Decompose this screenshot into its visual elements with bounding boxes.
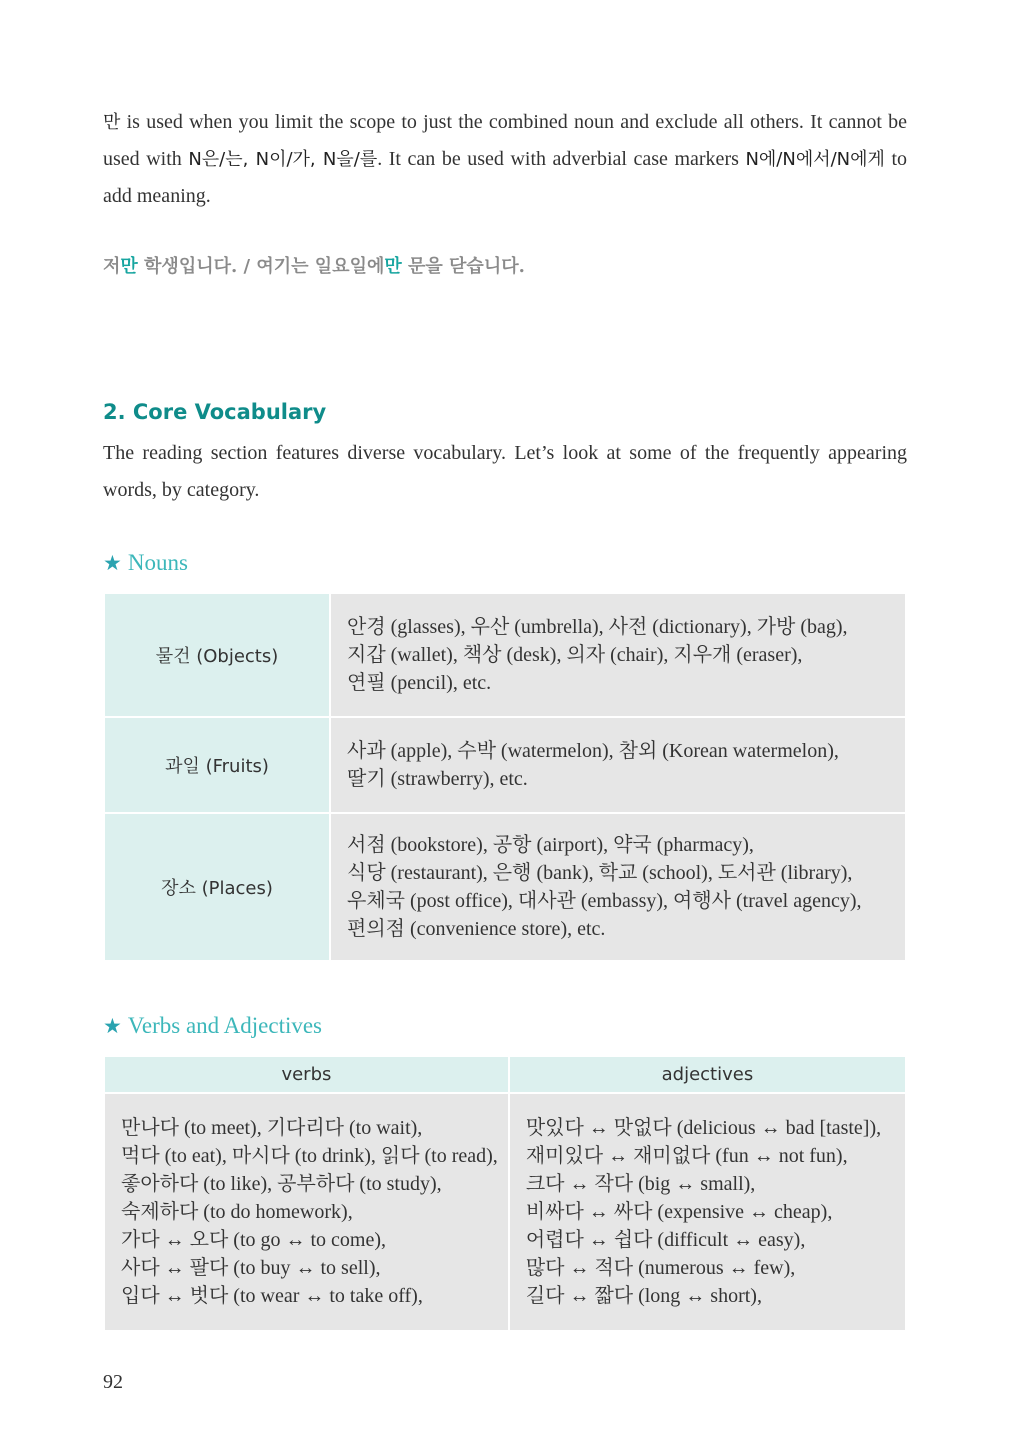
list-item: 편의점 (convenience store), etc. — [347, 918, 606, 940]
example-sentence — [103, 252, 525, 278]
verbs-list — [104, 1093, 509, 1331]
section-description — [103, 435, 907, 509]
nouns-heading-text: Nouns — [127, 550, 188, 575]
table-row — [104, 1093, 906, 1331]
verbs-adjectives-heading-text: Verbs and Adjectives — [127, 1013, 323, 1038]
intro-text-a: is used when you limit the scope to just the combined noun and exclude all others. It cannot be used with — [103, 111, 907, 170]
list-item: 딸기 (strawberry), etc. — [347, 768, 528, 790]
list-item: 가다 ↔ 오다 (to go ↔ to come), — [121, 1229, 387, 1251]
list-item: 연필 (pencil), etc. — [347, 672, 492, 694]
noun-category: 장소 (Places) — [104, 813, 330, 961]
example-highlight2: 만 — [384, 256, 402, 277]
page-number: 92 — [103, 1371, 123, 1393]
noun-category: 과일 (Fruits) — [104, 717, 330, 813]
list-item: 안경 (glasses), 우산 (umbrella), 사전 (dictionary), 가방 (bag), — [347, 616, 848, 638]
list-item: 숙제하다 (to do homework), — [121, 1201, 353, 1223]
list-item: 사과 (apple), 수박 (watermelon), 참외 (Korean watermelon), — [347, 740, 839, 762]
list-item: 좋아하다 (to like), 공부하다 (to study), — [121, 1173, 442, 1195]
list-item: 식당 (restaurant), 은행 (bank), 학교 (school), 도서관 (library), — [347, 862, 853, 884]
example-part1: 저 — [103, 256, 121, 277]
adverbial-markers: N에/N에서/N에게 — [745, 149, 885, 170]
nouns-table — [103, 592, 907, 962]
noun-list — [330, 593, 906, 717]
column-header-verbs: verbs — [104, 1056, 509, 1093]
intro-paragraph — [103, 104, 907, 215]
list-item: 먹다 (to eat), 마시다 (to drink), 읽다 (to read), — [121, 1145, 498, 1167]
intro-text-b: . It can be used with adverbial case markers — [377, 148, 746, 170]
example-part3: 문을 닫습니다. — [401, 256, 525, 277]
section-description-text: The reading section features diverse vocabulary. Let’s look at some of the frequently appearing words, by category. — [103, 442, 907, 501]
example-highlight1: 만 — [120, 256, 138, 277]
list-item: 지갑 (wallet), 책상 (desk), 의자 (chair), 지우개 (eraser), — [347, 644, 803, 666]
particle-man: 만 — [103, 112, 121, 133]
nouns-heading — [103, 550, 188, 576]
list-item: 비싸다 ↔ 싸다 (expensive ↔ cheap), — [525, 1201, 833, 1223]
list-item: 우체국 (post office), 대사관 (embassy), 여행사 (travel agency), — [347, 890, 862, 912]
verbs-adjectives-table — [103, 1055, 907, 1332]
list-item: 길다 ↔ 짧다 (long ↔ short), — [525, 1285, 762, 1307]
table-header-row — [104, 1056, 906, 1093]
list-item: 많다 ↔ 적다 (numerous ↔ few), — [525, 1257, 796, 1279]
list-item: 입다 ↔ 벗다 (to wear ↔ to take off), — [121, 1285, 423, 1307]
adjectives-list — [509, 1093, 906, 1331]
table-row — [104, 717, 906, 813]
table-row — [104, 593, 906, 717]
noun-list — [330, 717, 906, 813]
noun-list — [330, 813, 906, 961]
example-part2: 학생입니다. / 여기는 일요일에 — [137, 256, 385, 277]
list-item: 어렵다 ↔ 쉽다 (difficult ↔ easy), — [525, 1229, 806, 1251]
section-title: 2. Core Vocabulary — [103, 400, 327, 424]
noun-category: 물건 (Objects) — [104, 593, 330, 717]
list-item: 만나다 (to meet), 기다리다 (to wait), — [121, 1117, 423, 1139]
verbs-adjectives-heading — [103, 1013, 322, 1039]
particles-list: N은/는, N이/가, N을/를 — [188, 149, 378, 170]
star-icon: ★ — [103, 1014, 122, 1038]
list-item: 사다 ↔ 팔다 (to buy ↔ to sell), — [121, 1257, 381, 1279]
list-item: 재미있다 ↔ 재미없다 (fun ↔ not fun), — [525, 1145, 848, 1167]
column-header-adjectives: adjectives — [509, 1056, 906, 1093]
list-item: 맛있다 ↔ 맛없다 (delicious ↔ bad [taste]), — [525, 1117, 882, 1139]
table-row — [104, 813, 906, 961]
list-item: 서점 (bookstore), 공항 (airport), 약국 (pharmacy), — [347, 834, 754, 856]
intro-text-c: to add meaning. — [103, 148, 908, 207]
list-item: 크다 ↔ 작다 (big ↔ small), — [525, 1173, 756, 1195]
star-icon: ★ — [103, 551, 122, 575]
